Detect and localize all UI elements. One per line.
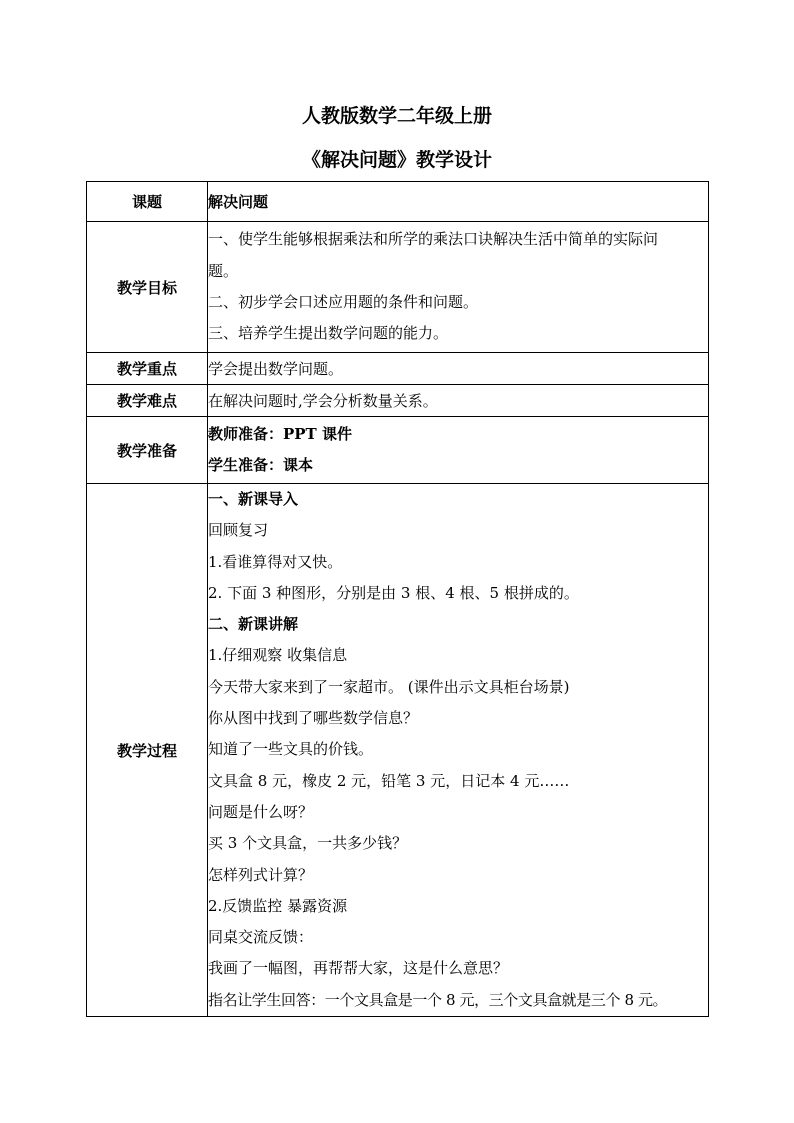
table-row-key-point	[87, 353, 709, 385]
row-label-process: 教学过程	[87, 484, 208, 1017]
process-content	[208, 484, 709, 1017]
process-line: 我画了一幅图，再帮帮大家，这是什么意思？	[208, 959, 509, 978]
document-subtitle: 《解决问题》教学设计	[301, 149, 492, 171]
goal-line: 题。	[208, 261, 239, 280]
process-line: 今天带大家来到了一家超市。 (课件出示文具柜台场景)	[208, 677, 570, 696]
section-heading: 一、新课导入	[208, 490, 299, 508]
goals-content	[208, 222, 709, 353]
key-point-value: 学会提出数学问题。	[208, 353, 709, 385]
row-label-key-point: 教学重点	[87, 353, 208, 385]
lesson-plan-table	[86, 181, 709, 1017]
goal-line: 一、使学生能够根据乘法和所学的乘法口诀解决生活中简单的实际问	[208, 230, 659, 249]
topic-value: 解决问题	[208, 182, 709, 222]
row-label-goals: 教学目标	[87, 222, 208, 353]
process-line: 怎样列式计算？	[208, 865, 314, 884]
preparation-content	[208, 417, 709, 484]
row-label-difficulty: 教学难点	[87, 385, 208, 417]
process-line: 1.看谁算得对又快。	[208, 552, 343, 571]
process-line: 2. 下面 3 种图形，分别是由 3 根、4 根、5 根拼成的。	[208, 583, 579, 602]
process-line: 回顾复习	[208, 521, 269, 540]
row-label-preparation: 教学准备	[87, 417, 208, 484]
goal-line: 二、初步学会口述应用题的条件和问题。	[208, 293, 479, 311]
process-line: 问题是什么呀？	[208, 802, 314, 821]
process-line: 指名让学生回答：一个文具盒是一个 8 元，三个文具盒就是三个 8 元。	[208, 990, 668, 1009]
process-line: 知道了一些文具的价钱。	[208, 740, 374, 759]
student-preparation: 学生准备：课本	[208, 456, 314, 474]
teacher-preparation: 教师准备：PPT 课件	[208, 424, 352, 443]
table-row-difficulty	[87, 385, 709, 417]
document-title: 人教版数学二年级上册	[301, 105, 492, 127]
table-row-goals	[87, 222, 709, 353]
process-line: 同桌交流反馈：	[208, 928, 314, 947]
table-row-topic	[87, 182, 709, 222]
process-line: 文具盒 8 元，橡皮 2 元，铅笔 3 元，日记本 4 元……	[208, 771, 570, 790]
table-row-process	[87, 484, 709, 1017]
process-line: 1.仔细观察 收集信息	[208, 646, 348, 665]
process-line: 买 3 个文具盒，一共多少钱？	[208, 834, 408, 853]
goal-line: 三、培养学生提出数学问题的能力。	[208, 324, 449, 343]
process-line: 你从图中找到了哪些数学信息？	[208, 709, 419, 728]
table-row-preparation	[87, 417, 709, 484]
process-line: 2.反馈监控 暴露资源	[208, 896, 348, 915]
difficulty-value: 在解决问题时,学会分析数量关系。	[208, 385, 709, 417]
section-heading: 二、新课讲解	[208, 615, 299, 634]
row-label-topic: 课题	[87, 182, 208, 222]
